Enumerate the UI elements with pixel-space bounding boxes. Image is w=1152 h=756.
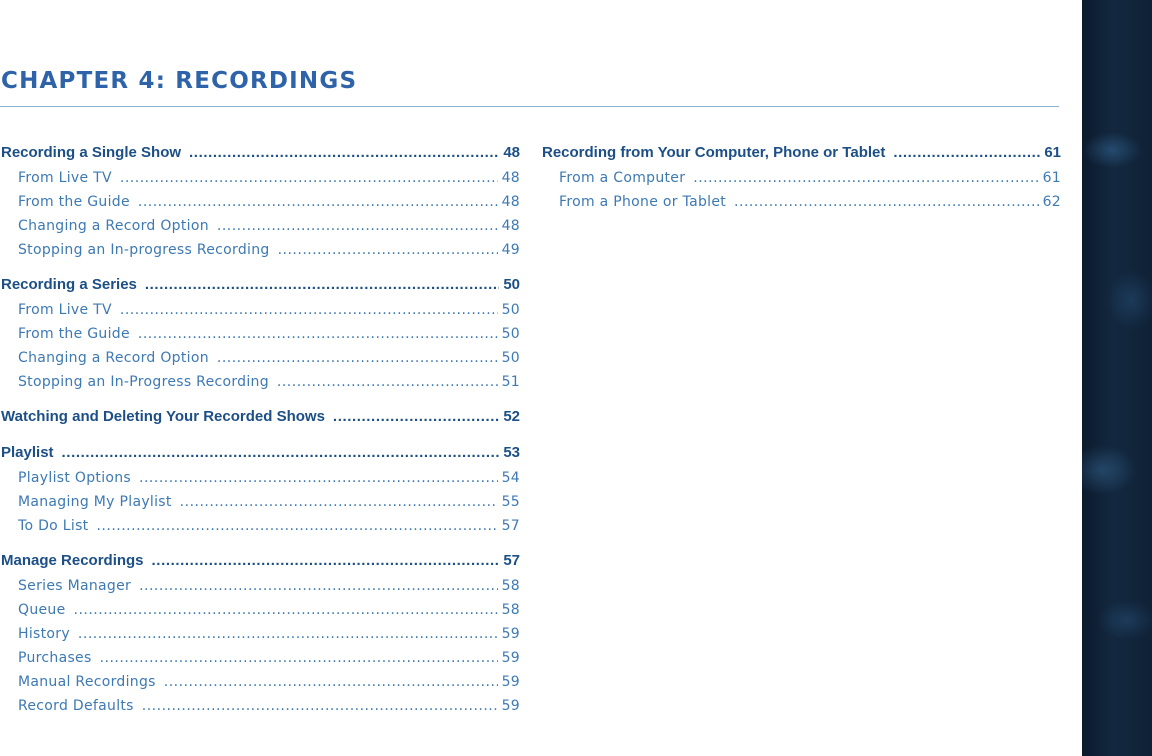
page-number: 50	[501, 302, 520, 318]
subsection-title: Queue	[18, 602, 66, 618]
page-number: 61	[1042, 170, 1061, 186]
toc-subsection-entry[interactable]	[1, 466, 520, 490]
toc-subsection-entry[interactable]	[1, 622, 520, 646]
page-number: 58	[501, 578, 520, 594]
toc-section	[1, 404, 520, 430]
toc-section-entry[interactable]	[1, 140, 520, 166]
subsection-title: From the Guide	[18, 194, 130, 210]
dot-leader	[333, 404, 499, 430]
dot-leader	[138, 190, 498, 214]
page-number: 49	[501, 242, 520, 258]
section-title: Watching and Deleting Your Recorded Shows	[1, 408, 325, 425]
toc-subsection-entry[interactable]	[1, 322, 520, 346]
page-number: 53	[503, 444, 520, 461]
page-number: 50	[503, 276, 520, 293]
toc-subsection-entry[interactable]	[1, 490, 520, 514]
toc-column-right	[542, 140, 1061, 224]
dot-leader	[893, 140, 1040, 166]
toc-subsection-entry[interactable]	[1, 238, 520, 262]
section-title: Recording a Single Show	[1, 144, 182, 161]
page-number: 50	[501, 350, 520, 366]
page-number: 48	[501, 218, 520, 234]
dot-leader	[120, 298, 498, 322]
subsection-title: From Live TV	[18, 302, 112, 318]
dot-leader	[164, 670, 498, 694]
page-number: 54	[501, 470, 520, 486]
dot-leader	[217, 346, 498, 370]
subsection-title: From Live TV	[18, 170, 112, 186]
subsection-title: To Do List	[18, 518, 89, 534]
toc-section	[1, 272, 520, 394]
page-number: 58	[501, 602, 520, 618]
dot-leader	[100, 646, 498, 670]
subsection-title: Changing a Record Option	[18, 218, 209, 234]
dot-leader	[142, 694, 498, 718]
subsection-title: Purchases	[18, 650, 92, 666]
toc-subsection-entry[interactable]	[542, 166, 1061, 190]
subsection-title: Series Manager	[18, 578, 132, 594]
dot-leader	[139, 574, 498, 598]
page-number: 52	[503, 408, 520, 425]
page-number: 61	[1044, 144, 1061, 161]
dot-leader	[277, 370, 498, 394]
dot-leader	[217, 214, 498, 238]
page-number: 59	[501, 626, 520, 642]
dot-leader	[189, 140, 499, 166]
toc-subsection-entry[interactable]	[1, 694, 520, 718]
toc-subsection-entry[interactable]	[1, 646, 520, 670]
toc-subsection-entry[interactable]	[1, 670, 520, 694]
subsection-title: Record Defaults	[18, 698, 134, 714]
toc-section-entry[interactable]	[542, 140, 1061, 166]
subsection-title: Managing My Playlist	[18, 494, 172, 510]
subsection-title: From a Phone or Tablet	[559, 194, 727, 210]
toc-subsection-entry[interactable]	[542, 190, 1061, 214]
page-number: 55	[501, 494, 520, 510]
dot-leader	[734, 190, 1039, 214]
toc-subsection-entry[interactable]	[1, 166, 520, 190]
page-number: 59	[501, 674, 520, 690]
dot-leader	[278, 238, 498, 262]
dot-leader	[96, 514, 497, 538]
page-number: 57	[503, 552, 520, 569]
chapter-title: CHAPTER 4: RECORDINGS	[1, 68, 358, 94]
toc-subsection-entry[interactable]	[1, 214, 520, 238]
subsection-title: Changing a Record Option	[18, 350, 209, 366]
toc-section-entry[interactable]	[1, 548, 520, 574]
dot-leader	[145, 272, 499, 298]
toc-section-entry[interactable]	[1, 404, 520, 430]
subsection-title: History	[18, 626, 70, 642]
page-number: 50	[501, 326, 520, 342]
subsection-title: Manual Recordings	[18, 674, 156, 690]
dot-leader	[78, 622, 498, 646]
toc-subsection-entry[interactable]	[1, 370, 520, 394]
page-number: 48	[501, 170, 520, 186]
toc-subsection-entry[interactable]	[1, 346, 520, 370]
toc-section-entry[interactable]	[1, 272, 520, 298]
section-title: Recording a Series	[1, 276, 137, 293]
decorative-side-band	[1082, 0, 1152, 756]
subsection-title: From a Computer	[559, 170, 686, 186]
title-divider	[0, 106, 1059, 107]
toc-subsection-entry[interactable]	[1, 514, 520, 538]
dot-leader	[62, 440, 500, 466]
dot-leader	[120, 166, 498, 190]
section-title: Manage Recordings	[1, 552, 144, 569]
subsection-title: From the Guide	[18, 326, 130, 342]
toc-subsection-entry[interactable]	[1, 190, 520, 214]
page-number: 48	[503, 144, 520, 161]
page-number: 62	[1042, 194, 1061, 210]
toc-section	[1, 548, 520, 718]
dot-leader	[180, 490, 498, 514]
page-number: 48	[501, 194, 520, 210]
page-number: 51	[501, 374, 520, 390]
toc-section	[1, 440, 520, 538]
section-title: Recording from Your Computer, Phone or Tablet	[542, 144, 886, 161]
page-number: 59	[501, 698, 520, 714]
page-number: 57	[501, 518, 520, 534]
toc-section	[1, 140, 520, 262]
toc-subsection-entry[interactable]	[1, 598, 520, 622]
toc-section	[542, 140, 1061, 214]
page-number: 59	[501, 650, 520, 666]
dot-leader	[152, 548, 500, 574]
toc-column-left	[1, 140, 520, 728]
subsection-title: Playlist Options	[18, 470, 132, 486]
subsection-title: Stopping an In-progress Recording	[18, 242, 270, 258]
toc-subsection-entry[interactable]	[1, 298, 520, 322]
toc-section-entry[interactable]	[1, 440, 520, 466]
dot-leader	[139, 466, 498, 490]
subsection-title: Stopping an In-Progress Recording	[18, 374, 269, 390]
dot-leader	[74, 598, 498, 622]
dot-leader	[693, 166, 1038, 190]
section-title: Playlist	[1, 444, 54, 461]
dot-leader	[138, 322, 498, 346]
toc-subsection-entry[interactable]	[1, 574, 520, 598]
